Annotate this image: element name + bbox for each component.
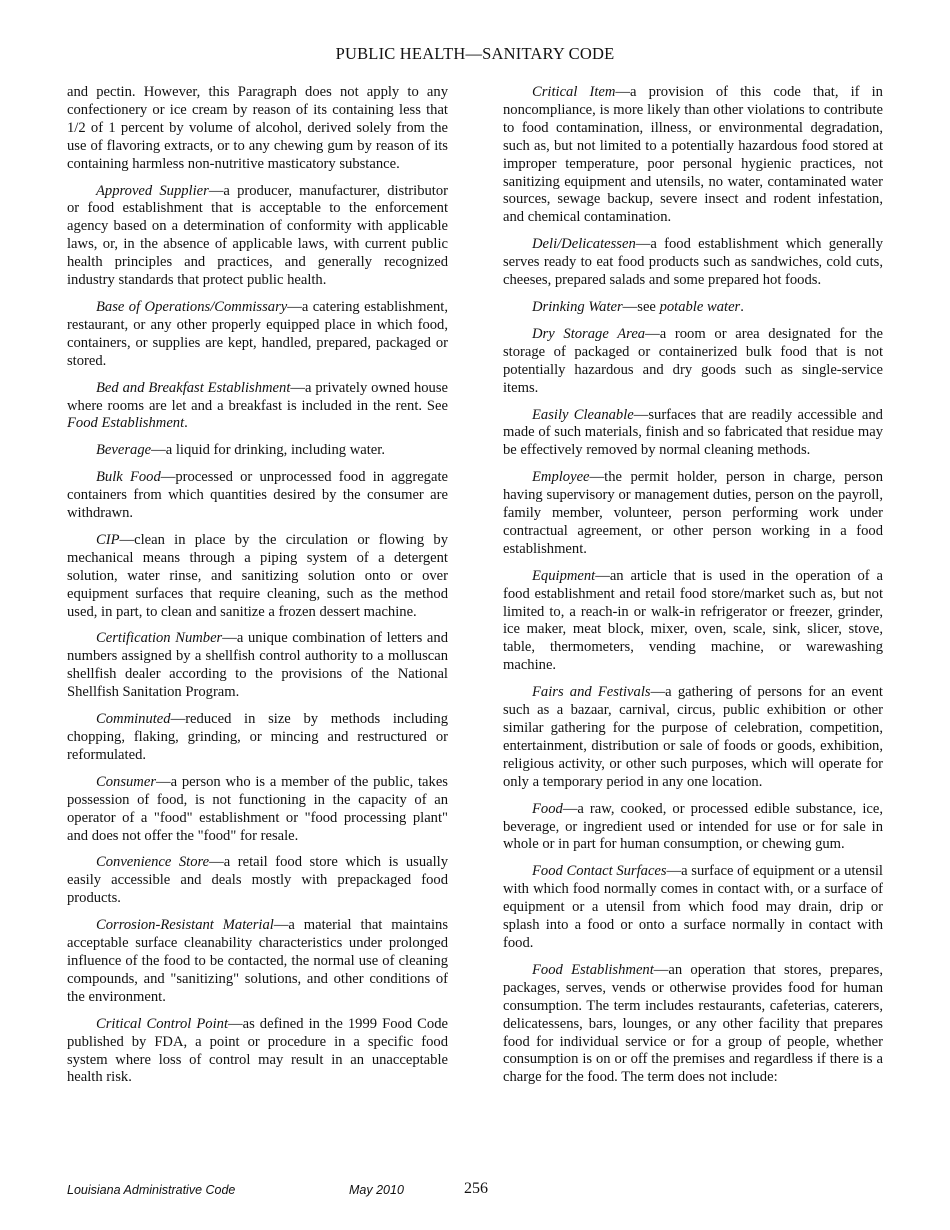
definition-entry [67,711,448,765]
definition-entry [503,236,883,290]
defined-term: Consumer [96,773,156,790]
defined-term: Critical Control Point [96,1015,228,1032]
definition-entry [503,407,883,461]
defined-term: Base of Operations/Commissary [96,298,288,315]
defined-term: Certification Number [96,630,223,647]
definition-text: —an operation that stores, prepares, packages, serves, vends or otherwise provides food for human consumption. The term includes restaurants, cafeterias, caterers, delicatessens, bars, lounges, or any other facility that prepares food for individual service or for a group of people, whether consumption is on or off the premises and regardless if there is a charge for the food. The term does not include: [503,961,883,1086]
defined-term: Fairs and Festivals [532,684,651,701]
definition-text: —see [622,298,660,315]
definition-entry [67,532,448,622]
definition-entry [67,380,448,434]
definition-end: . [740,298,744,315]
continuation-paragraph: and pectin. However, this Paragraph does not apply to any confectionery or ice cream by reason of its containing less that 1/2 of 1 percent by volume of alcohol, derived solely from the use of flavoring extracts, or to any chewing gum by reason of its containing harmless non-nutritive masticatory substance. [67,84,448,172]
definition-text: —a catering establishment, restaurant, or any other properly equipped place in which food, containers, or supplies are kept, handled, prepared, packaged or stored. [67,298,449,369]
defined-term: Approved Supplier [96,182,209,199]
definition-text: —reduced in size by methods including chopping, flaking, grinding, or mincing and restructured or reformulated. [67,711,448,763]
definition-entry [67,183,448,290]
definition-text: —surfaces that are readily accessible and made of such materials, finish and so fabricated that residue may be effectively removed by normal cleaning methods. [503,406,883,459]
definition-text: —a raw, cooked, or processed edible substance, ice, beverage, or ingredient used or intended for use or for sale in whole or in part for human consumption, or chewing gum. [503,800,883,853]
definition-text: —a gathering of persons for an event such as a bazaar, carnival, circus, public exhibition or other similar gathering for the purpose of celebration, competition, entertainment, distribution or sale of foods or goods, exhibition, religious activity, or other such purposes, which will operate for only a temporary period in any one location. [503,684,883,790]
definition-entry [503,684,883,791]
definition-entry [67,469,448,523]
defined-term: Drinking Water [532,298,623,315]
definition-text: —a person who is a member of the public, takes possession of food, is not functioning in the capacity of an operator of a "food" establishment or "food processing plant" and does not offer the "food" for resale. [67,773,448,844]
definition-entry [503,568,883,675]
footer-publication: Louisiana Administrative Code [67,1183,236,1197]
definition-end: . [184,415,188,432]
definition-text: —processed or unprocessed food in aggregate containers from which quantities desired by the consumer are withdrawn. [67,469,448,522]
defined-term: Easily Cleanable [532,406,634,423]
definition-text: —a food establishment which generally serves ready to eat food products such as sandwiches, cold cuts, cheeses, prepared salads and some prepared hot foods. [503,236,883,289]
definition-text: —a material that maintains acceptable surface cleanability characteristics under prolonged influence of the food to be contacted, the normal use of cleaning compounds, and "sanitizing" solutions, and other conditions of the environment. [67,917,449,1005]
definition-entry [503,299,883,317]
definition-text: —the permit holder, person in charge, person having supervisory or management duties, person on the payroll, family member, volunteer, person performing work under contractual agreement, or other person working in a food establishment. [503,469,883,557]
defined-term: Bulk Food [96,469,161,486]
definition-entry [503,326,883,398]
page-header: PUBLIC HEALTH—SANITARY CODE [335,44,615,63]
defined-term: Critical Item [532,84,616,100]
definition-text: —a retail food store which is usually easily accessible and deals mostly with prepackaged food products. [67,854,448,907]
definition-text: —a surface of equipment or a utensil with which food normally comes in contact with, or a surface of equipment or a utensil from which food may drain, drip or splash into a food or onto a surface normally in contact with food. [503,863,883,951]
defined-term: Deli/Delicatessen [532,236,636,253]
defined-term: Food Contact Surfaces [532,863,667,880]
defined-term: Food Establishment [532,961,654,978]
definition-entry [503,801,883,855]
definition-entry [67,917,448,1007]
definition-text: —a room or area designated for the storage of packaged or containerized bulk food that is not potentially hazardous and dry goods such as single-service items. [503,325,883,396]
definition-entry [67,1016,448,1088]
right-column [503,84,883,1096]
defined-term: Bed and Breakfast Establishment [96,379,291,396]
definition-entry [503,962,883,1087]
defined-term: Convenience Store [96,854,210,871]
definition-entry [503,84,883,227]
definition-text: —a provision of this code that, if in noncompliance, is more likely than other violations to contribute to food contamination, illness, or environmental degradation, such as, but not limited to a potentially hazardous food stored at improper temperature, poor personal hygienic practices, not sanitizing equipment and utensils, no water, contaminated water sources, sewage backup, severe insect and rodent infestation, and chemical contamination. [503,84,883,226]
cross-reference: Food Establishment [67,415,185,432]
page-footer [0,1180,950,1204]
definition-entry [67,630,448,702]
definition-text: —an article that is used in the operation of a food establishment and retail food store/market such as, but not limited to, a reach-in or walk-in refrigerator or freezer, grinder, ice maker, meat block, mixer, oven, scale, sink, slicer, stove, table, thermometers, vending machine, or warewashing machine. [503,567,883,674]
footer-date: May 2010 [349,1183,404,1197]
definition-entry [503,469,883,559]
definition-entry [67,299,448,371]
defined-term: CIP [96,531,120,548]
defined-term: Dry Storage Area [532,325,646,342]
page-number: 256 [464,1180,488,1197]
definition-text: —a liquid for drinking, including water. [151,442,385,459]
definition-text: —a producer, manufacturer, distributor or food establishment that is acceptable to the enforcement agency based on a determination of conformity with applicable laws, or, in the absence of applicable laws, with current public health principles and practices, and generally recognized industry standards that protect public health. [67,182,448,289]
defined-term: Food [532,800,563,817]
right-entries [503,84,883,1087]
defined-term: Comminuted [96,711,171,728]
defined-term: Employee [532,469,590,486]
definition-text: —as defined in the 1999 Food Code published by FDA, a point or procedure in a specific food system where loss of control may result in an unacceptable health risk. [67,1015,448,1086]
defined-term: Corrosion-Resistant Material [96,917,274,934]
definition-entry [67,442,448,460]
definition-entry [67,854,448,908]
definition-entry [503,863,883,953]
cross-reference: potable water [659,298,741,315]
definition-text: —a unique combination of letters and numbers assigned by a shellfish control authority to a molluscan shellfish dealer according to the provisions of the National Shellfish Sanitation Program. [67,630,449,701]
left-entries [67,183,448,1088]
defined-term: Beverage [96,442,152,459]
left-column [67,84,448,1096]
defined-term: Equipment [532,567,596,584]
definition-text: —a privately owned house where rooms are let and a breakfast is included in the rent. See [67,379,449,414]
definition-text: —clean in place by the circulation or flowing by mechanical means through a piping system of a detergent solution, water rinse, and sanitizing solution onto or over equipment surfaces that require cleaning, such as the method used, in part, to clean and sanitize a frozen dessert machine. [67,531,448,620]
definition-entry [67,774,448,846]
